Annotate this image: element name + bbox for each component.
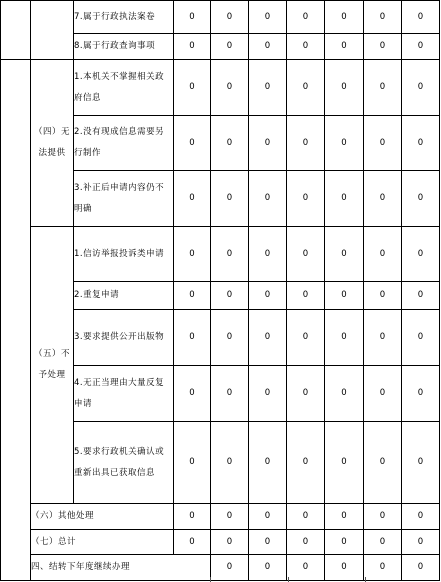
row-label: 四、结转下年度继续办理 <box>31 555 211 581</box>
cell-value: 0 <box>364 310 402 366</box>
cell-value: 0 <box>402 60 440 116</box>
cell-value: 0 <box>287 116 325 171</box>
cell-value: 0 <box>211 555 249 581</box>
cell-value: 0 <box>325 1 364 34</box>
cell-value: 0 <box>402 555 440 581</box>
row-label: 2.重复申请 <box>74 282 174 310</box>
cell-value: 0 <box>174 34 211 60</box>
row-label: 7.属于行政执法案卷 <box>74 1 174 34</box>
cell-value: 0 <box>211 34 249 60</box>
cell-value: 0 <box>174 227 211 282</box>
cell-value: 0 <box>402 310 440 366</box>
outer-category-cell <box>1 60 31 581</box>
cell-value: 0 <box>364 530 402 555</box>
cell-value: 0 <box>325 34 364 60</box>
cell-value: 0 <box>174 530 211 555</box>
cell-value: 0 <box>402 171 440 227</box>
cell-value: 0 <box>364 504 402 530</box>
table-row <box>1 555 440 581</box>
category-cell <box>31 1 74 60</box>
cell-value: 0 <box>364 366 402 422</box>
cell-value: 0 <box>249 366 287 422</box>
cell-value: 0 <box>249 116 287 171</box>
cell-value: 0 <box>249 60 287 116</box>
cell-value: 0 <box>174 366 211 422</box>
cell-value: 0 <box>402 366 440 422</box>
cell-value: 0 <box>287 171 325 227</box>
row-label: 3.要求提供公开出版物 <box>74 310 174 366</box>
cell-value: 0 <box>287 60 325 116</box>
cell-value: 0 <box>249 530 287 555</box>
cell-value: 0 <box>174 282 211 310</box>
cell-value: 0 <box>211 282 249 310</box>
outer-category-cell <box>1 1 31 60</box>
cell-value: 0 <box>249 227 287 282</box>
cell-value: 0 <box>287 504 325 530</box>
cell-value: 0 <box>249 34 287 60</box>
category-label: （五）不予处理 <box>31 227 74 504</box>
cell-value: 0 <box>325 504 364 530</box>
cell-value: 0 <box>174 116 211 171</box>
row-label: （六）其他处理 <box>31 504 174 530</box>
cell-value: 0 <box>174 171 211 227</box>
cell-value: 0 <box>174 60 211 116</box>
cell-value: 0 <box>325 227 364 282</box>
cell-value: 0 <box>325 171 364 227</box>
row-label: 4.无正当理由大量反复申请 <box>74 366 174 422</box>
cell-value: 0 <box>287 227 325 282</box>
cell-value: 0 <box>364 34 402 60</box>
cell-value: 0 <box>364 555 402 581</box>
cell-value: 0 <box>402 282 440 310</box>
cell-value: 0 <box>249 310 287 366</box>
cell-value: 0 <box>364 171 402 227</box>
cell-value: 0 <box>325 116 364 171</box>
cell-value: 0 <box>211 171 249 227</box>
cell-value: 0 <box>325 555 364 581</box>
category-label: （四）无法提供 <box>31 60 74 227</box>
cell-value: 0 <box>402 227 440 282</box>
cell-value: 0 <box>174 310 211 366</box>
cell-value: 0 <box>287 422 325 504</box>
cell-value: 0 <box>287 366 325 422</box>
cell-value: 0 <box>402 116 440 171</box>
cell-value: 0 <box>174 1 211 34</box>
row-label: 5.要求行政机关确认或重新出具已获取信息 <box>74 422 174 504</box>
cell-value: 0 <box>325 282 364 310</box>
table-edge-fragment <box>288 577 289 582</box>
cell-value: 0 <box>174 422 211 504</box>
row-label: 1.本机关不掌握相关政府信息 <box>74 60 174 116</box>
cell-value: 0 <box>211 310 249 366</box>
cell-value: 0 <box>402 530 440 555</box>
cell-value: 0 <box>287 1 325 34</box>
table-row <box>1 60 440 116</box>
row-label: 1.信访举报投诉类申请 <box>74 227 174 282</box>
cell-value: 0 <box>364 60 402 116</box>
table-row <box>1 1 440 34</box>
cell-value: 0 <box>174 504 211 530</box>
cell-value: 0 <box>287 310 325 366</box>
cell-value: 0 <box>211 227 249 282</box>
cell-value: 0 <box>402 504 440 530</box>
row-label: （七）总计 <box>31 530 174 555</box>
cell-value: 0 <box>325 310 364 366</box>
table-row <box>1 530 440 555</box>
cell-value: 0 <box>249 555 287 581</box>
cell-value: 0 <box>211 422 249 504</box>
row-label: 8.属于行政查询事项 <box>74 34 174 60</box>
cell-value: 0 <box>364 422 402 504</box>
cell-value: 0 <box>249 504 287 530</box>
cell-value: 0 <box>211 530 249 555</box>
cell-value: 0 <box>364 227 402 282</box>
cell-value: 0 <box>211 366 249 422</box>
cell-value: 0 <box>249 171 287 227</box>
cell-value: 0 <box>249 282 287 310</box>
cell-value: 0 <box>364 282 402 310</box>
cell-value: 0 <box>211 1 249 34</box>
cell-value: 0 <box>287 555 325 581</box>
table-edge-fragment <box>365 577 366 582</box>
cell-value: 0 <box>325 530 364 555</box>
cell-value: 0 <box>287 282 325 310</box>
cell-value: 0 <box>249 1 287 34</box>
cell-value: 0 <box>325 422 364 504</box>
cell-value: 0 <box>364 1 402 34</box>
table-edge-fragment <box>210 577 211 582</box>
cell-value: 0 <box>325 60 364 116</box>
cell-value: 0 <box>287 530 325 555</box>
cell-value: 0 <box>402 1 440 34</box>
table-row <box>1 504 440 530</box>
row-label: 2.没有现成信息需要另行制作 <box>74 116 174 171</box>
cell-value: 0 <box>402 422 440 504</box>
row-label: 3.补正后申请内容仍不明确 <box>74 171 174 227</box>
table-row <box>1 227 440 282</box>
cell-value: 0 <box>211 60 249 116</box>
cell-value: 0 <box>211 116 249 171</box>
cell-value: 0 <box>364 116 402 171</box>
cell-value: 0 <box>402 34 440 60</box>
cell-value: 0 <box>287 34 325 60</box>
cell-value: 0 <box>325 366 364 422</box>
cell-value: 0 <box>249 422 287 504</box>
cell-value: 0 <box>211 504 249 530</box>
